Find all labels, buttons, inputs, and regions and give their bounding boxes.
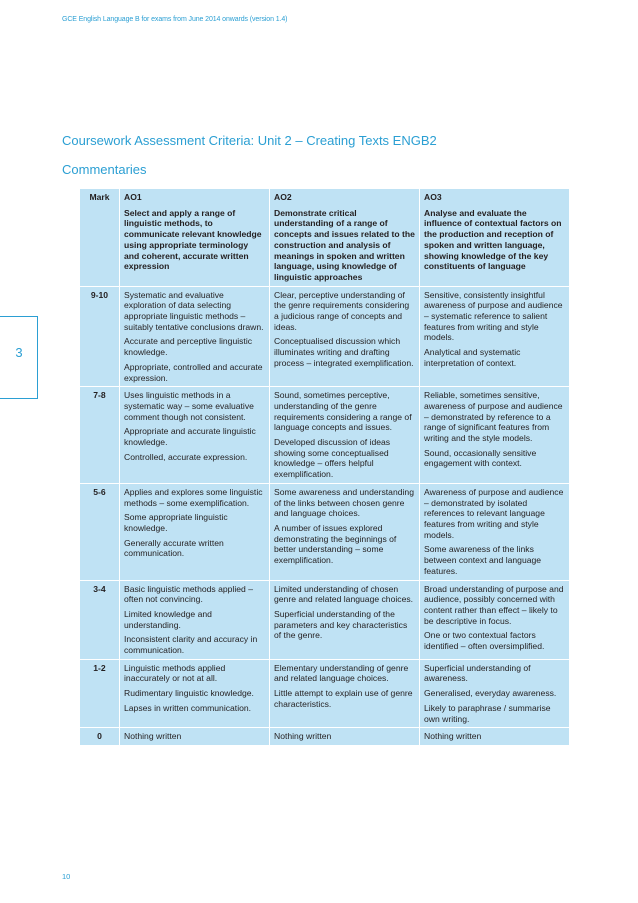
criteria-text: Nothing written bbox=[424, 731, 482, 742]
ao3-cell bbox=[420, 659, 570, 728]
criteria-text: Some awareness and understanding of the links between chosen genre and language choices. bbox=[274, 486, 414, 519]
criteria-text: Inconsistent clarity and accuracy in communication. bbox=[124, 634, 258, 656]
criteria-text: Basic linguistic methods applied – often not convincing. bbox=[124, 583, 253, 605]
criteria-table-container bbox=[79, 188, 570, 746]
criteria-text: Generally accurate written communication. bbox=[124, 537, 224, 559]
ao3-column-header bbox=[420, 189, 570, 287]
criteria-text: Accurate and perceptive linguistic knowledge. bbox=[124, 336, 253, 358]
criteria-text: Superficial understanding of the parameters and key characteristics of the genre. bbox=[274, 608, 408, 641]
criteria-text: Linguistic methods applied inaccurately or not at all. bbox=[124, 662, 226, 684]
ao3-cell bbox=[420, 483, 570, 580]
ao2-title: AO2 bbox=[274, 192, 292, 202]
criteria-text: Conceptualised discussion which illuminates writing and drafting process – integrated exemplification. bbox=[274, 336, 414, 368]
criteria-text: Lapses in written communication. bbox=[124, 702, 252, 713]
criteria-text: Clear, perceptive understanding of the genre requirements considering a judicious range of concepts and ideas. bbox=[274, 289, 410, 332]
mark-band: 5-6 bbox=[80, 483, 120, 580]
ao2-cell bbox=[270, 728, 420, 746]
ao3-cell bbox=[420, 580, 570, 659]
criteria-text: Broad understanding of purpose and audience, possibly concerned with content rather than effect – likely to be descriptive in focus. bbox=[424, 583, 564, 626]
criteria-text: Some awareness of the links between context and language features. bbox=[424, 544, 542, 576]
ao2-cell bbox=[270, 659, 420, 728]
ao2-cell bbox=[270, 483, 420, 580]
mark-band: 9-10 bbox=[80, 286, 120, 387]
criteria-text: Analytical and systematic interpretation of context. bbox=[424, 347, 521, 368]
mark-column-header: Mark bbox=[80, 189, 120, 287]
table-row bbox=[80, 483, 570, 580]
ao1-description: Select and apply a range of linguistic methods, to communicate relevant knowledge using appropriate terminology and coherent, accurate written expression bbox=[124, 207, 262, 272]
ao1-cell bbox=[120, 483, 270, 580]
criteria-text: Limited understanding of chosen genre and related language choices. bbox=[274, 583, 414, 605]
criteria-table-body bbox=[80, 286, 570, 745]
criteria-text: Elementary understanding of genre and related language choices. bbox=[274, 662, 409, 684]
mark-band: 3-4 bbox=[80, 580, 120, 659]
criteria-text: Reliable, sometimes sensitive, awareness of purpose and audience – demonstrated by reference to a range of significant features from writing and the style models. bbox=[424, 390, 563, 444]
ao3-title: AO3 bbox=[424, 192, 442, 202]
criteria-text: Sensitive, consistently insightful awareness of purpose and audience – systematic reference to salient features from writing and style models. bbox=[424, 289, 563, 343]
ao3-description: Analyse and evaluate the influence of contextual factors on the production and reception of spoken and written language, showing knowledge of the key constituents of language bbox=[424, 207, 562, 272]
ao1-cell bbox=[120, 580, 270, 659]
table-row bbox=[80, 659, 570, 728]
criteria-text: Appropriate and accurate linguistic knowledge. bbox=[124, 426, 256, 448]
ao1-column-header bbox=[120, 189, 270, 287]
criteria-text: Likely to paraphrase / summarise own writing. bbox=[424, 702, 551, 724]
criteria-text: One or two contextual factors identified – often oversimplified. bbox=[424, 630, 545, 652]
section-tab-number: 3 bbox=[15, 345, 23, 360]
criteria-text: Appropriate, controlled and accurate expression. bbox=[124, 361, 263, 383]
page-title: Coursework Assessment Criteria: Unit 2 – Creating Texts ENGB2 bbox=[62, 133, 437, 148]
table-row bbox=[80, 728, 570, 746]
criteria-text: Nothing written bbox=[274, 731, 332, 742]
criteria-text: Controlled, accurate expression. bbox=[124, 451, 248, 462]
page-number: 10 bbox=[62, 872, 71, 881]
mark-band: 1-2 bbox=[80, 659, 120, 728]
criteria-text: Some appropriate linguistic knowledge. bbox=[124, 512, 228, 533]
mark-band: 7-8 bbox=[80, 387, 120, 484]
table-row bbox=[80, 580, 570, 659]
ao2-cell bbox=[270, 286, 420, 387]
ao2-column-header bbox=[270, 189, 420, 287]
ao1-cell bbox=[120, 659, 270, 728]
criteria-text: A number of issues explored demonstrating the beginnings of better understanding – some exemplification. bbox=[274, 522, 397, 566]
ao3-cell bbox=[420, 286, 570, 387]
criteria-text: Sound, sometimes perceptive, understanding of the genre requirements considering a range of language concepts and issues. bbox=[274, 390, 412, 433]
criteria-text: Sound, occasionally sensitive engagement with context. bbox=[424, 447, 537, 469]
table-row bbox=[80, 286, 570, 387]
page-subtitle: Commentaries bbox=[62, 162, 147, 177]
ao3-cell bbox=[420, 387, 570, 484]
criteria-text: Nothing written bbox=[124, 731, 182, 742]
running-header: GCE English Language B for exams from June 2014 onwards (version 1.4) bbox=[62, 16, 288, 23]
ao1-cell bbox=[120, 286, 270, 387]
criteria-text: Uses linguistic methods in a systematic way – some evaluative comment though not consistent. bbox=[124, 390, 254, 422]
ao1-title: AO1 bbox=[124, 192, 142, 202]
mark-band: 0 bbox=[80, 728, 120, 746]
table-header-row bbox=[80, 189, 570, 287]
criteria-text: Generalised, everyday awareness. bbox=[424, 688, 557, 699]
ao2-cell bbox=[270, 580, 420, 659]
criteria-text: Developed discussion of ideas showing some conceptualised knowledge – offers helpful exemplification. bbox=[274, 437, 391, 480]
ao2-cell bbox=[270, 387, 420, 484]
criteria-table bbox=[79, 188, 570, 746]
criteria-text: Systematic and evaluative exploration of data selecting appropriate linguistic methods – suitably tentative conclusions drawn. bbox=[124, 289, 264, 332]
ao3-cell bbox=[420, 728, 570, 746]
criteria-text: Rudimentary linguistic knowledge. bbox=[124, 688, 254, 699]
criteria-text: Limited knowledge and understanding. bbox=[124, 608, 212, 630]
ao1-cell bbox=[120, 387, 270, 484]
ao1-cell bbox=[120, 728, 270, 746]
criteria-text: Applies and explores some linguistic methods – some exemplification. bbox=[124, 486, 263, 508]
criteria-text: Awareness of purpose and audience – demonstrated by isolated references to relevant language features from writing and style models. bbox=[424, 486, 564, 540]
criteria-text: Superficial understanding of awareness. bbox=[424, 662, 531, 684]
criteria-text: Little attempt to explain use of genre characteristics. bbox=[274, 688, 413, 709]
table-row bbox=[80, 387, 570, 484]
ao2-description: Demonstrate critical understanding of a range of concepts and issues related to the construction and analysis of meanings in spoken and written language, using knowledge of linguistic approaches bbox=[274, 207, 415, 282]
